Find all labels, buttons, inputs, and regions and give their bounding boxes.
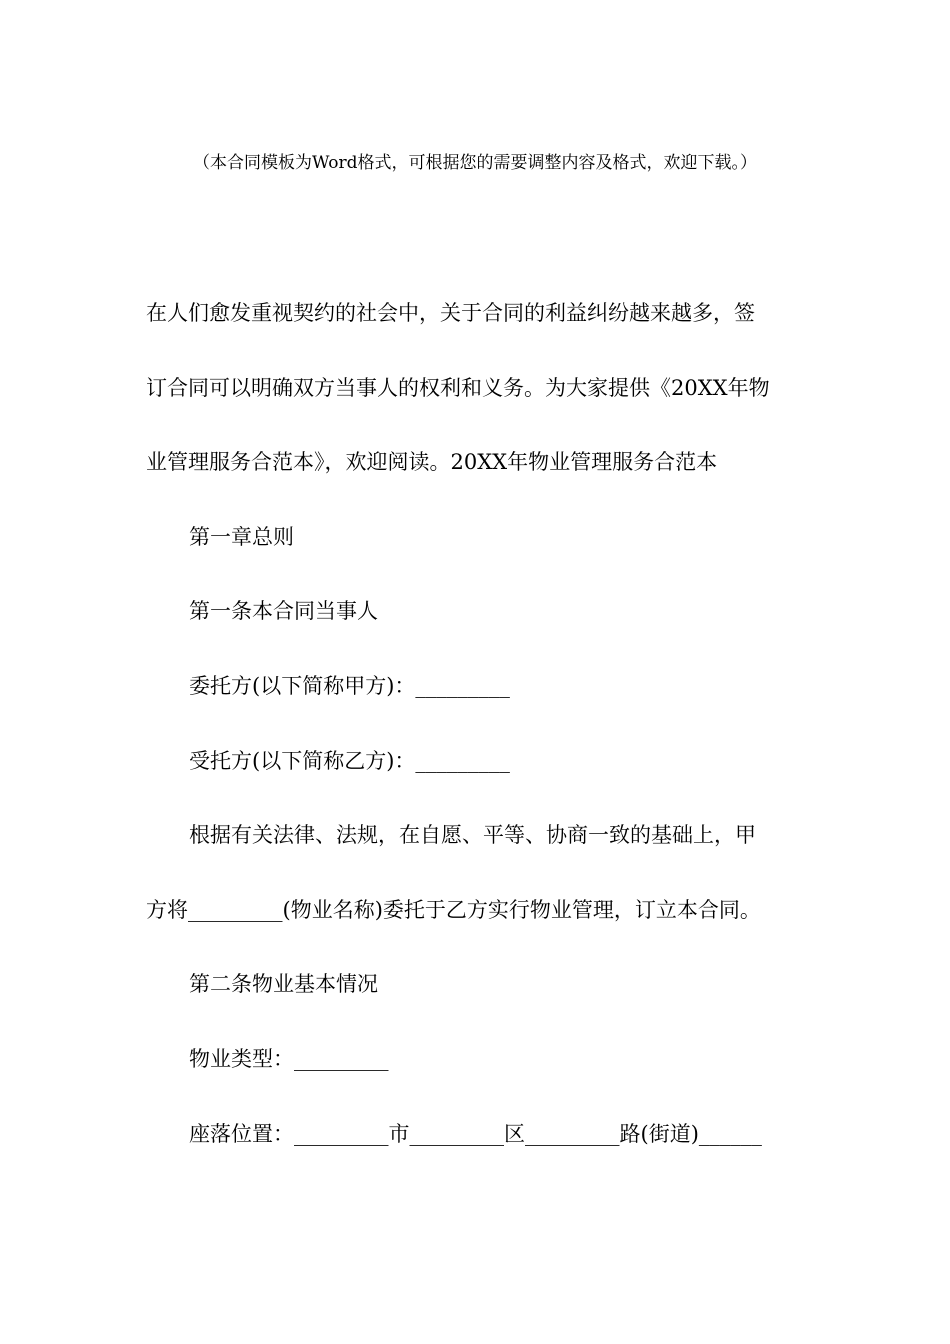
party-b-field: 受托方(以下简称乙方)：_________ (189, 749, 510, 773)
party-a-field: 委托方(以下简称甲方)：_________ (189, 674, 510, 698)
article-2-title: 第二条物业基本情况 (189, 972, 378, 996)
template-note: （本合同模板为Word格式，可根据您的需要调整内容及格式，欢迎下载。） (192, 153, 758, 173)
agreement-line-1: 根据有关法律、法规，在自愿、平等、协商一致的基础上，甲 (189, 823, 756, 847)
location-field: 座落位置：_________市_________区_________路(街道)______ (189, 1122, 762, 1146)
intro-line-2: 订合同可以明确双方当事人的权利和义务。为大家提供《20XX年物 (146, 376, 770, 400)
chapter-title: 第一章总则 (189, 525, 294, 549)
intro-line-3: 业管理服务合范本》，欢迎阅读。20XX年物业管理服务合范本 (146, 450, 718, 474)
agreement-line-2: 方将_________(物业名称)委托于乙方实行物业管理，订立本合同。 (146, 898, 761, 922)
property-type-field: 物业类型：_________ (189, 1047, 389, 1071)
intro-line-1: 在人们愈发重视契约的社会中，关于合同的利益纠纷越来越多，签 (146, 301, 755, 325)
article-1-title: 第一条本合同当事人 (189, 599, 378, 623)
